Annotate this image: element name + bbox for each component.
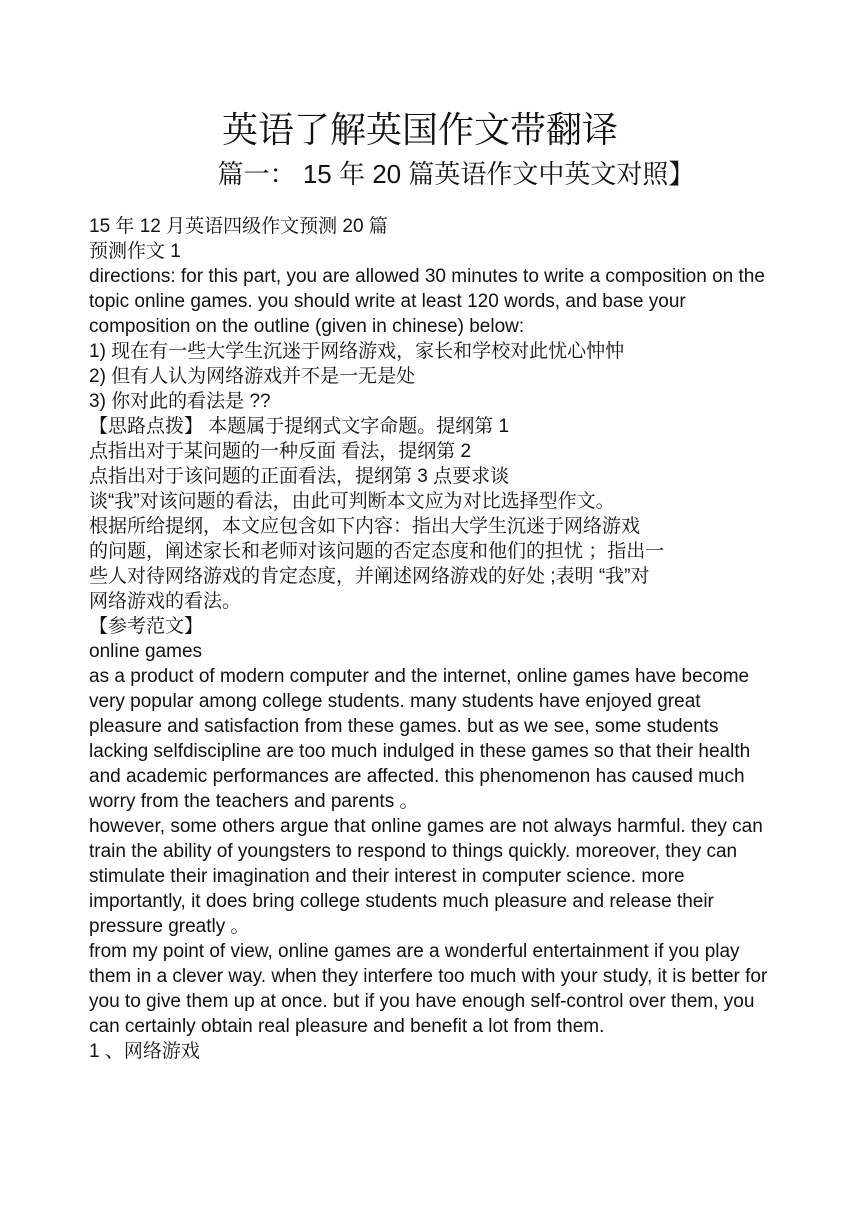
text-line: topic online games. you should write at least 120 words, and base your (89, 291, 686, 312)
outline-item: 1) 现在有一些大学生沉迷于网络游戏，家长和学校对此忧心忡忡 (89, 341, 625, 362)
text-line: 15 年 12 月英语四级作文预测 20 篇 (89, 216, 388, 237)
text-line: 谈“我”对该问题的看法，由此可判断本文应为对比选择型作文。 (89, 491, 615, 512)
text-line: them in a clever way. when they interfere too much with your study, it is better for (89, 966, 768, 987)
text-line: 预测作文 1 (89, 241, 181, 262)
text-line: directions: for this part, you are allowed 30 minutes to write a composition on the (89, 266, 765, 287)
outline-item: 3) 你对此的看法是 ?? (89, 391, 271, 412)
text-line: pressure greatly 。 (89, 916, 250, 937)
text-line: 【思路点拨】 本题属于提纲式文字命题。提纲第 1 (89, 416, 510, 437)
text-line: stimulate their imagination and their interest in computer science. more (89, 866, 685, 887)
text-line: importantly, it does bring college students much pleasure and release their (89, 891, 714, 912)
text-line: you to give them up at once. but if you have enough self-control over them, you (89, 991, 755, 1012)
text-line: very popular among college students. many students have enjoyed great (89, 691, 701, 712)
text-line: and academic performances are affected. this phenomenon has caused much (89, 766, 745, 787)
text-line: train the ability of youngsters to respond to things quickly. moreover, they can (89, 841, 738, 862)
text-line: lacking selfdiscipline are too much indulged in these games so that their health (89, 741, 751, 762)
text-line: 些人对待网络游戏的肯定态度，并阐述网络游戏的好处 ;表明 “我”对 (89, 566, 650, 587)
section-heading: 【参考范文】 (89, 616, 204, 637)
text-line: 点指出对于某问题的一种反面 看法，提纲第 2 (89, 441, 472, 462)
text-line: 根据所给提纲，本文应包含如下内容：指出大学生沉迷于网络游戏 (89, 516, 641, 537)
text-line: worry from the teachers and parents 。 (89, 791, 419, 812)
document-title: 英语了解英国作文带翻译 (221, 109, 618, 150)
text-line: pleasure and satisfaction from these games. but as we see, some students (89, 716, 719, 737)
text-line: 网络游戏的看法。 (89, 591, 242, 612)
outline-item: 2) 但有人认为网络游戏并不是一无是处 (89, 366, 416, 387)
text-line: 1 、网络游戏 (89, 1041, 200, 1062)
document-body (89, 214, 809, 1064)
text-line: from my point of view, online games are a wonderful entertainment if you play (89, 941, 740, 962)
text-line: as a product of modern computer and the internet, online games have become (89, 666, 750, 687)
document-subtitle: 篇一： 15 年 20 篇英语作文中英文对照】 (217, 159, 695, 189)
text-line: 点指出对于该问题的正面看法，提纲第 3 点要求谈 (89, 466, 510, 487)
text-line: can certainly obtain real pleasure and benefit a lot from them. (89, 1016, 605, 1037)
text-line: however, some others argue that online games are not always harmful. they can (89, 816, 763, 837)
text-line: composition on the outline (given in chinese) below: (89, 316, 525, 337)
essay-title: online games (89, 641, 203, 662)
text-line: 的问题，阐述家长和老师对该问题的否定态度和他们的担忧 ；指出一 (89, 541, 665, 562)
